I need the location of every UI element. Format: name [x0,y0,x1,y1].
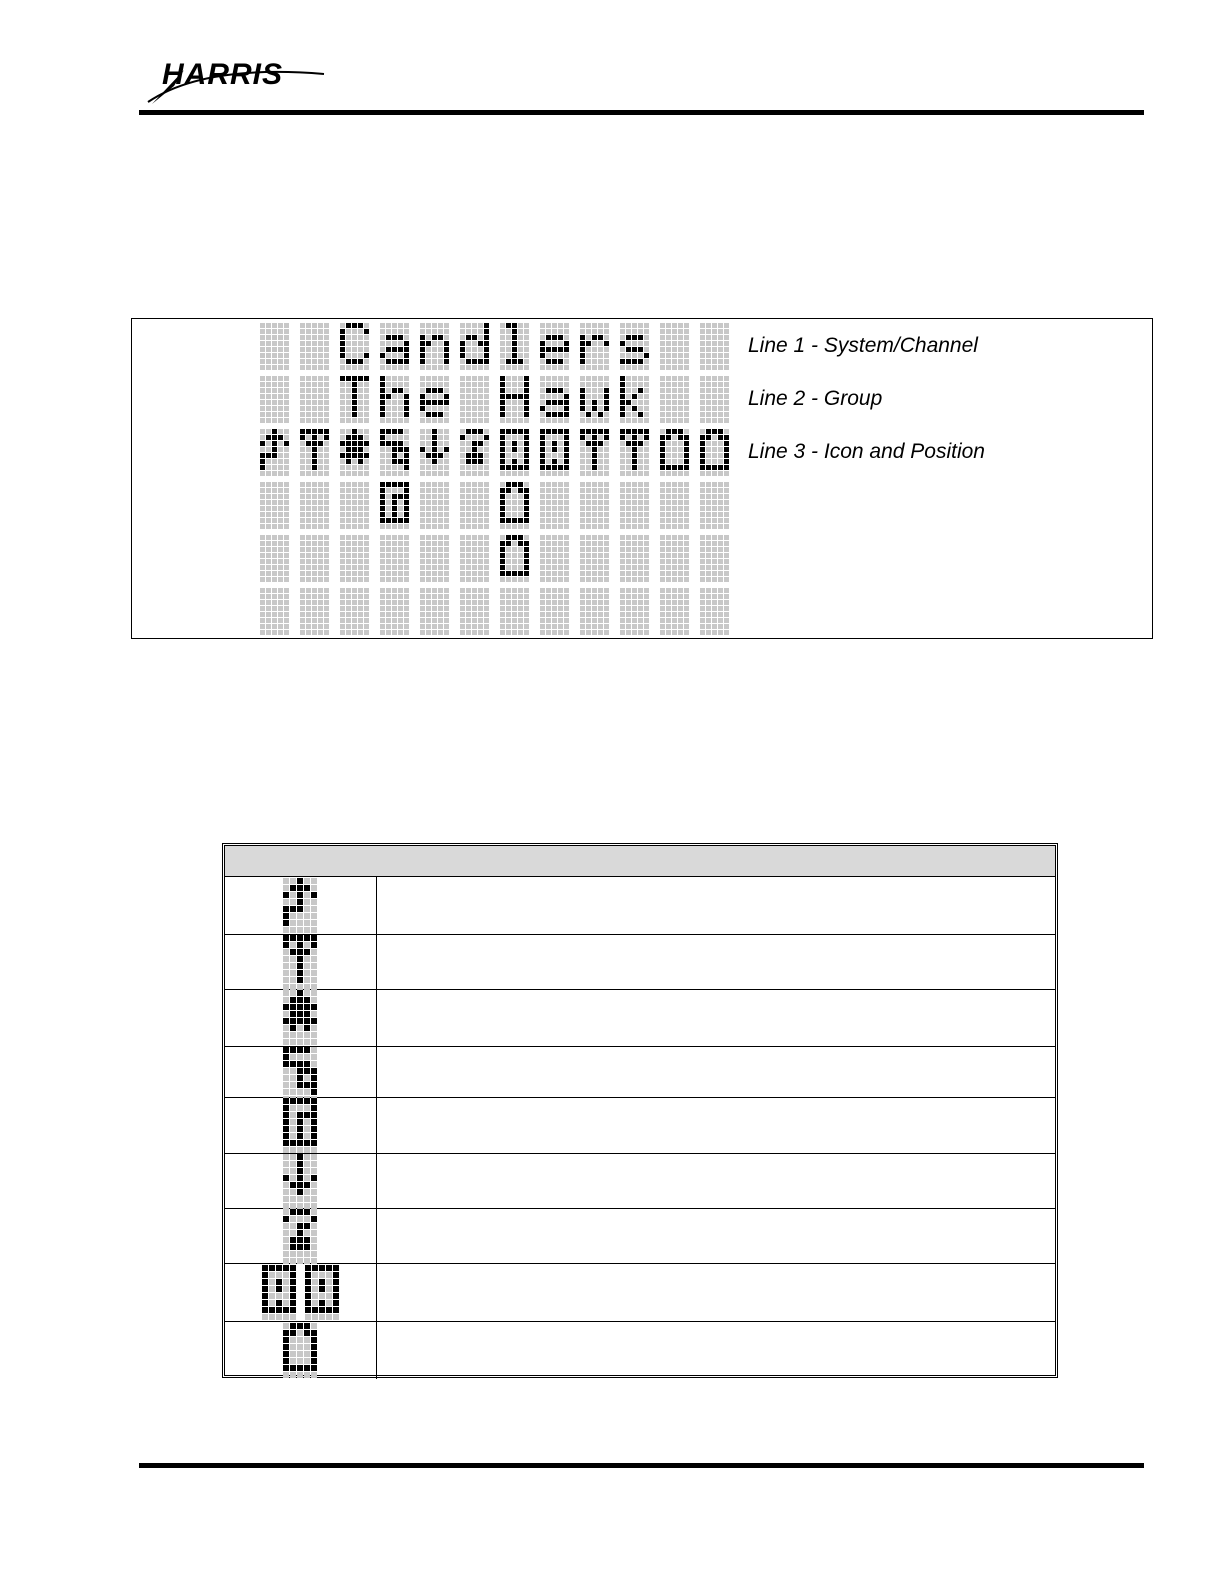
lcd-char [260,376,289,423]
tower-icon [283,935,318,991]
table-row [225,1209,1055,1264]
battery-icon [660,429,689,476]
description-cell [377,1154,1055,1208]
lcd-display [257,319,737,638]
lcd-char [580,376,609,423]
battery-icon [283,1323,318,1379]
lcd-cell [700,482,729,529]
lcd-char [700,323,729,370]
lcd-cell [580,588,609,635]
table-header [225,846,1055,877]
lcd-char [460,323,489,370]
lcd-cell [420,535,449,582]
lcd-cell [620,588,649,635]
tower-icon [300,429,329,476]
lcd-char [620,323,649,370]
arrow-down-icon-dots [283,1154,317,1209]
lcd-cell [540,535,569,582]
lcd-char [300,376,329,423]
icon-cell [225,1264,377,1321]
key-icon [460,429,489,476]
dual-box-icon [540,429,569,476]
lcd-cell [340,535,369,582]
battery-icon-dots [283,1323,317,1378]
lcd-char [380,323,409,370]
lcd-cell [580,482,609,529]
lcd-cell [340,588,369,635]
description-cell [377,877,1055,934]
antenna-signal-icon-dots [283,878,317,933]
icon-cell [225,1154,377,1208]
lcd-char [340,376,369,423]
scan-icon [340,429,369,476]
description-cell [377,1322,1055,1379]
lcd-cell [300,588,329,635]
lcd-char [700,376,729,423]
label-line-1: Line 1 - System/Channel [748,334,978,357]
tower-icon-dots [283,935,317,990]
lcd-char [540,376,569,423]
lcd-char [500,323,529,370]
lcd-cell [260,588,289,635]
table-row [225,1154,1055,1209]
description-cell [377,1098,1055,1153]
scan-icon-dots [283,990,317,1045]
lcd-cell [300,535,329,582]
lcd-cell [660,535,689,582]
description-cell [377,1047,1055,1097]
lcd-char [460,376,489,423]
icon-cell [225,1098,377,1153]
lcd-cell [420,588,449,635]
lcd-cell [260,535,289,582]
table-row [225,1047,1055,1098]
lcd-char [660,376,689,423]
tower-icon [580,429,609,476]
lcd-cell [460,588,489,635]
priority-icon [380,429,409,476]
description-cell [377,990,1055,1046]
battery-icon [500,535,529,582]
lcd-cell [540,482,569,529]
table-row [225,1098,1055,1154]
description-cell [377,1264,1055,1321]
footer-rule [139,1463,1144,1468]
scan-icon [283,990,318,1046]
lcd-char [540,323,569,370]
lcd-cell [700,535,729,582]
icon-cell [225,935,377,989]
lcd-cell [460,535,489,582]
lcd-char [260,323,289,370]
priority-icon [283,1047,318,1103]
lcd-char [420,323,449,370]
battery-icon [500,482,529,529]
lcd-cell [660,588,689,635]
arrow-down-icon [283,1154,318,1210]
dual-box-icon-dots [262,1265,296,1320]
lcd-cell [540,588,569,635]
lcd-cell [580,535,609,582]
lcd-cell [660,482,689,529]
icon-cell [225,990,377,1046]
arrow-down-icon [420,429,449,476]
lcd-cell [500,588,529,635]
table-row [225,990,1055,1047]
lcd-cell [380,535,409,582]
icon-cell [225,1047,377,1097]
key-icon-dots [283,1209,317,1264]
icon-table [222,843,1058,1378]
lcd-char [340,323,369,370]
lcd-cell [420,482,449,529]
lcd-char [300,323,329,370]
lcd-cell [340,482,369,529]
icon-cell [225,1209,377,1263]
lcd-cell [380,588,409,635]
encryption-icon [380,482,409,529]
dual-box-icon [500,429,529,476]
key-icon [283,1209,318,1265]
encryption-icon-dots [283,1098,317,1153]
label-line-2: Line 2 - Group [748,387,883,410]
dual-box-icon-dots [305,1265,339,1320]
table-row [225,935,1055,990]
table-row [225,1322,1055,1379]
label-line-3: Line 3 - Icon and Position [748,440,985,463]
lcd-char [500,376,529,423]
encryption-icon [283,1098,318,1154]
logo-text: HARRIS [162,58,284,91]
antenna-signal-icon [260,429,289,476]
lcd-char [620,376,649,423]
battery-icon [700,429,729,476]
lcd-cell [620,535,649,582]
description-cell [377,1209,1055,1263]
icon-cell [225,877,377,934]
table-row [225,877,1055,935]
lcd-cell [620,482,649,529]
lcd-cell [700,588,729,635]
lcd-cell [300,482,329,529]
dual-box-icon [262,1265,340,1321]
lcd-cell [260,482,289,529]
header-rule [139,110,1144,115]
table-row [225,1264,1055,1322]
antenna-signal-icon [283,878,318,934]
lcd-char [660,323,689,370]
description-cell [377,935,1055,989]
priority-icon-dots [283,1047,317,1102]
icon-cell [225,1322,377,1379]
lcd-char [580,323,609,370]
lcd-char [420,376,449,423]
display-figure [131,318,1153,639]
tower-icon [620,429,649,476]
lcd-char [380,376,409,423]
harris-logo [144,56,334,106]
lcd-cell [460,482,489,529]
